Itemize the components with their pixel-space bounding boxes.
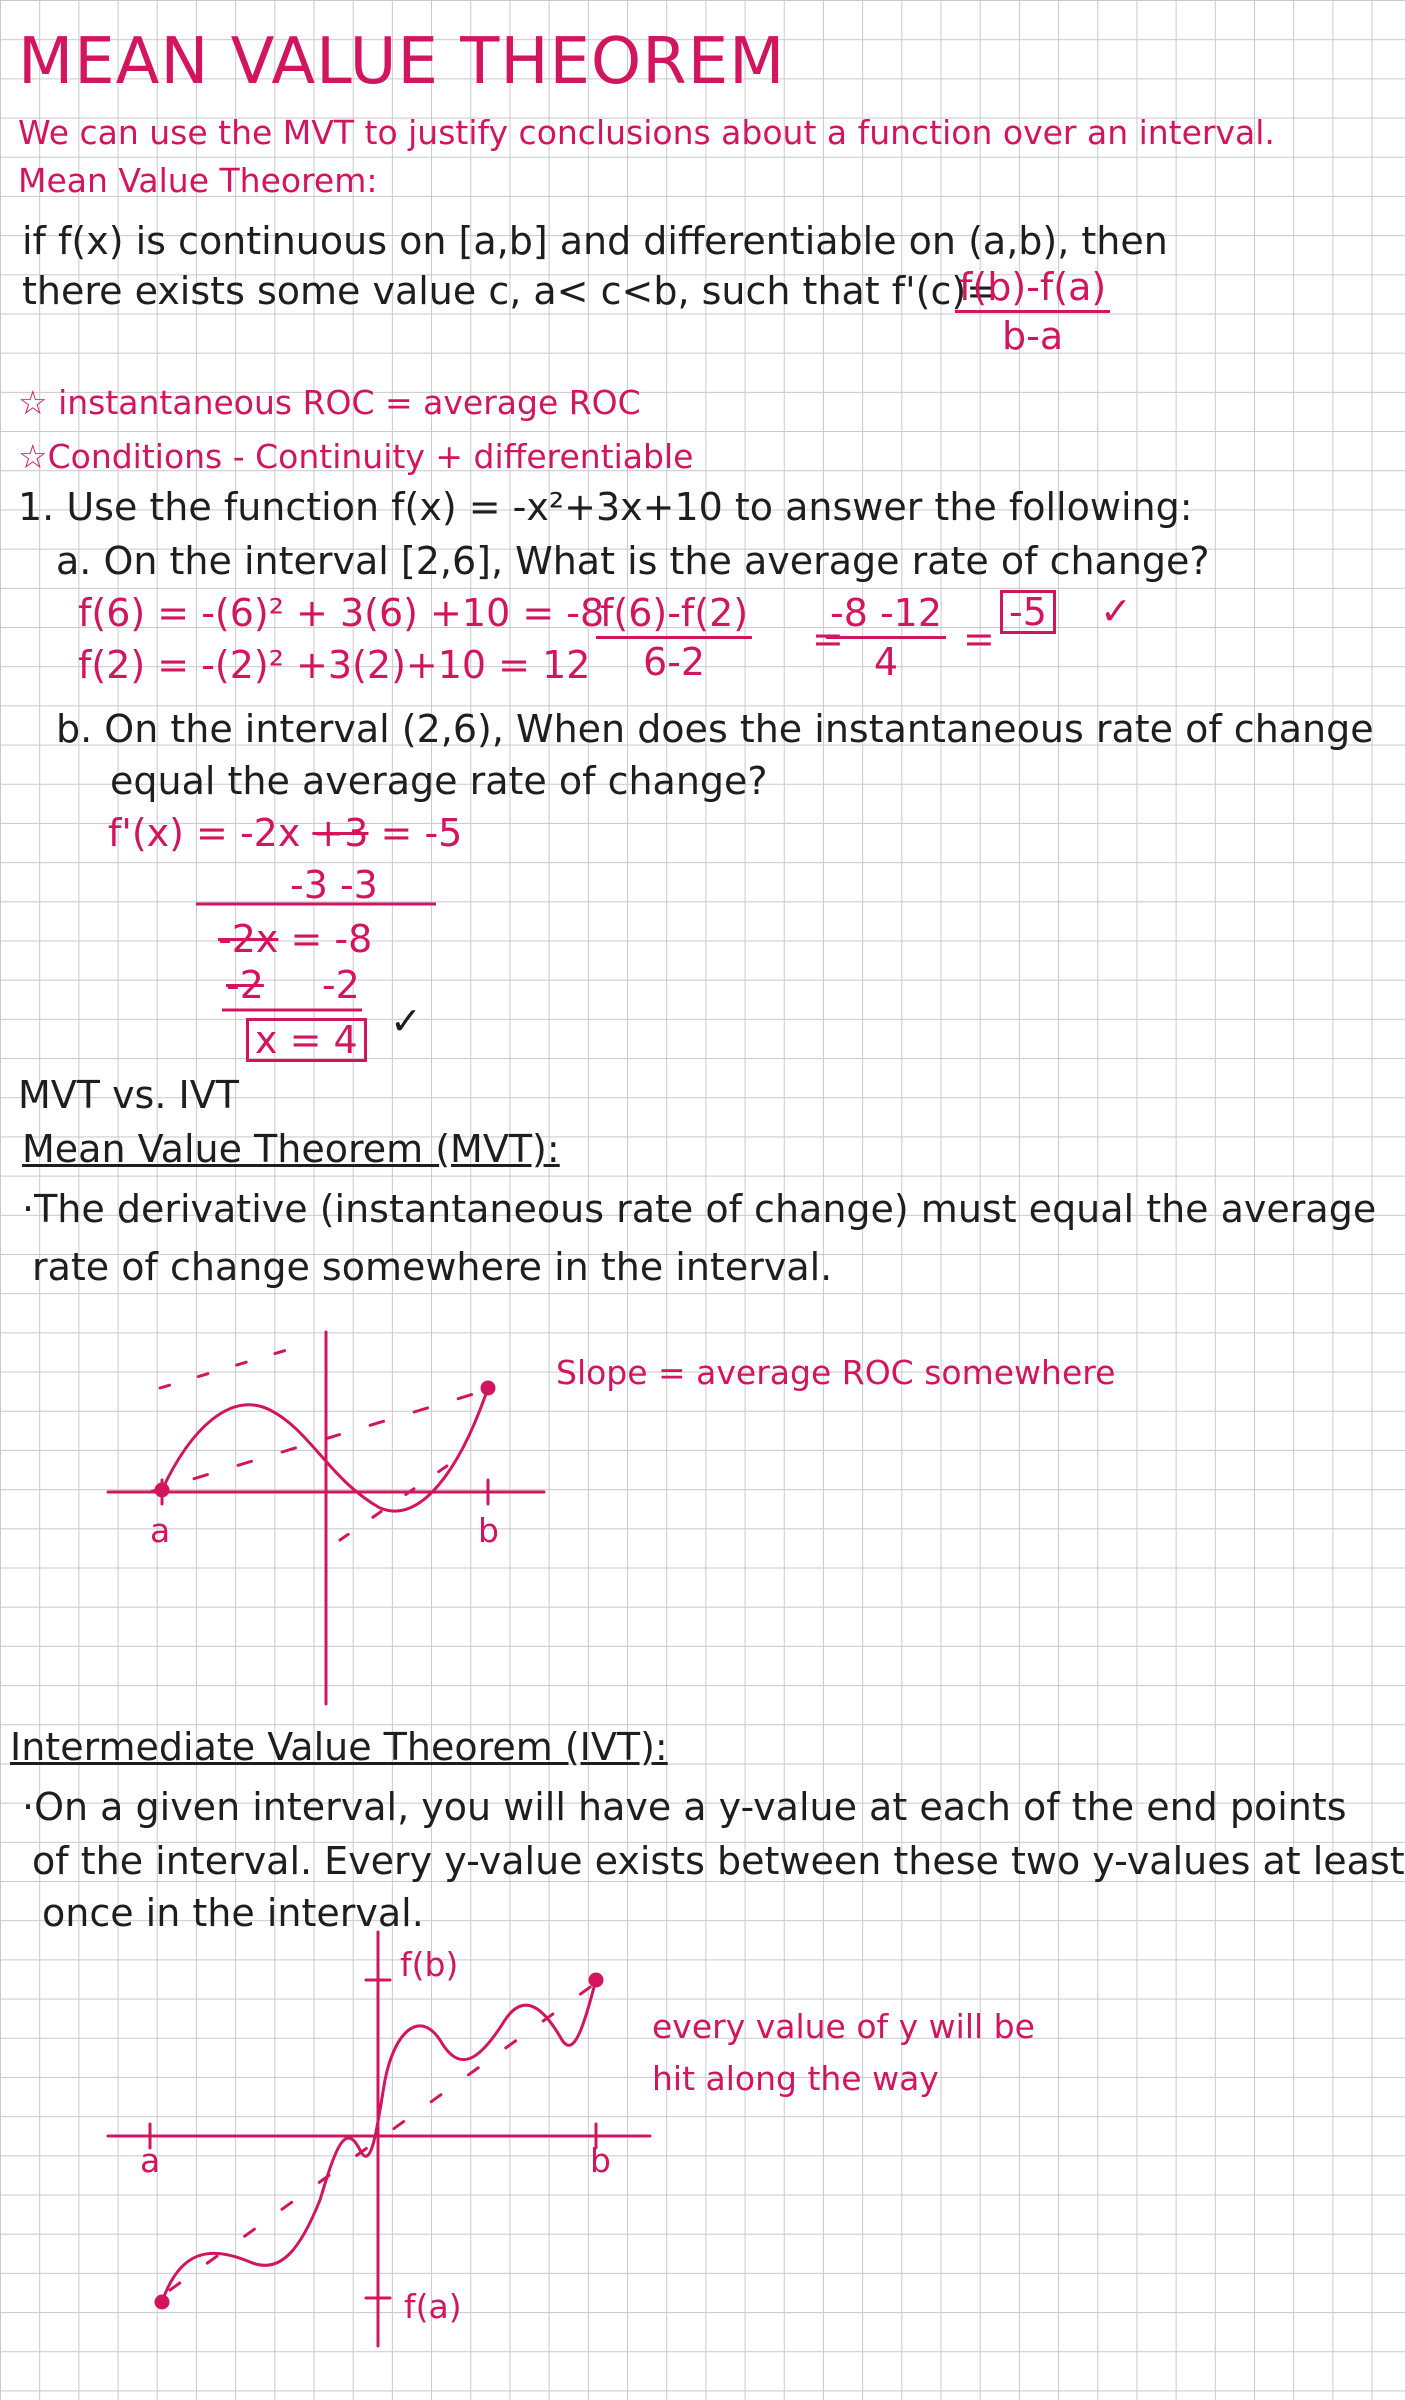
mvt-description-line-2: rate of change somewhere in the interval. xyxy=(32,1245,833,1289)
mvt-statement-line-1: if f(x) is continuous on [a,b] and differentiable on (a,b), then xyxy=(22,219,1168,263)
q1a-dq-denominator: 6-2 xyxy=(643,640,706,684)
graph-1-point-b xyxy=(482,1382,494,1394)
q1b-linear-rhs: = -8 xyxy=(278,917,373,961)
graph-2-note-line-2: hit along the way xyxy=(652,2059,939,2098)
q1a-sub-numerator: -8 -12 xyxy=(826,594,946,639)
ivt-section-label: Intermediate Value Theorem (IVT): xyxy=(10,1725,668,1769)
question-1b-line-1: b. On the interval (2,6), When does the instantaneous rate of change xyxy=(56,707,1374,751)
ivt-description-line-3: once in the interval. xyxy=(42,1891,424,1935)
note-conditions: ☆Conditions - Continuity + differentiable xyxy=(18,437,694,476)
q1a-work-f6: f(6) = -(6)² + 3(6) +10 = -8 xyxy=(78,591,605,635)
ivt-description-line-2: of the interval. Every y-value exists between these two y-values at least xyxy=(32,1839,1405,1883)
page-title: MEAN VALUE THEOREM xyxy=(18,25,786,99)
q1a-check-mark: ✓ xyxy=(1100,589,1132,633)
graph-2-label-fb: f(b) xyxy=(400,1945,459,1984)
q1b-answer-box: x = 4 xyxy=(246,1018,367,1062)
q1b-cancelled-coefficient: -2x xyxy=(218,917,279,961)
graph-1-point-a xyxy=(156,1484,168,1496)
mvt-formula-denominator: b-a xyxy=(1002,314,1064,358)
mvt-formula-numerator: f(b)-f(a) xyxy=(955,268,1110,313)
graph-2-label-a: a xyxy=(140,2141,161,2180)
intro-text: We can use the MVT to justify conclusions about a function over an interval. xyxy=(18,113,1275,152)
q1b-subtract-step: -3 -3 xyxy=(290,863,378,907)
q1b-derivative-lhs: f'(x) = -2x xyxy=(108,811,313,855)
q1a-equals-1: = xyxy=(812,617,844,661)
mvt-label: Mean Value Theorem: xyxy=(18,161,378,200)
mvt-statement-line-2: there exists some value c, a< c<b, such that f'(c)= xyxy=(22,269,998,313)
graph-1-label-b: b xyxy=(478,1511,499,1550)
q1b-derivative-cancelled-term: +3 xyxy=(312,811,369,855)
mvt-vs-ivt-heading: MVT vs. IVT xyxy=(18,1073,239,1117)
q1b-divide-right: -2 xyxy=(321,963,360,1007)
graph-1-note: Slope = average ROC somewhere xyxy=(556,1353,1116,1392)
question-1a: a. On the interval [2,6], What is the average rate of change? xyxy=(56,539,1210,583)
question-1b-line-2: equal the average rate of change? xyxy=(110,759,768,803)
graph-2-note-line-1: every value of y will be xyxy=(652,2007,1035,2046)
q1a-equals-2: = xyxy=(963,617,995,661)
mvt-section-label: Mean Value Theorem (MVT): xyxy=(22,1127,560,1171)
q1b-derivative-rhs: = -5 xyxy=(368,811,463,855)
q1a-dq-numerator: f(6)-f(2) xyxy=(596,594,752,639)
q1a-answer-box: -5 xyxy=(1000,590,1056,634)
q1a-work-f2: f(2) = -(2)² +3(2)+10 = 12 xyxy=(78,643,591,687)
graph-2-label-fa: f(a) xyxy=(404,2287,462,2326)
graph-2-point-a xyxy=(156,2296,168,2308)
graph-1-label-a: a xyxy=(150,1511,171,1550)
mvt-description-line-1: ·The derivative (instantaneous rate of change) must equal the average xyxy=(22,1187,1377,1231)
graph-2-point-b xyxy=(590,1974,602,1986)
q1b-divide-left: -2 xyxy=(226,963,264,1007)
q1b-check-mark: ✓ xyxy=(390,999,422,1043)
note-instantaneous-roc: ☆ instantaneous ROC = average ROC xyxy=(18,383,641,422)
graph-1-tangent-left xyxy=(160,1346,300,1388)
graph-2-label-b: b xyxy=(590,2141,611,2180)
question-1: 1. Use the function f(x) = -x²+3x+10 to answer the following: xyxy=(18,485,1193,529)
q1a-sub-denominator: 4 xyxy=(873,640,899,684)
ivt-description-line-1: ·On a given interval, you will have a y-value at each of the end points xyxy=(22,1785,1347,1829)
